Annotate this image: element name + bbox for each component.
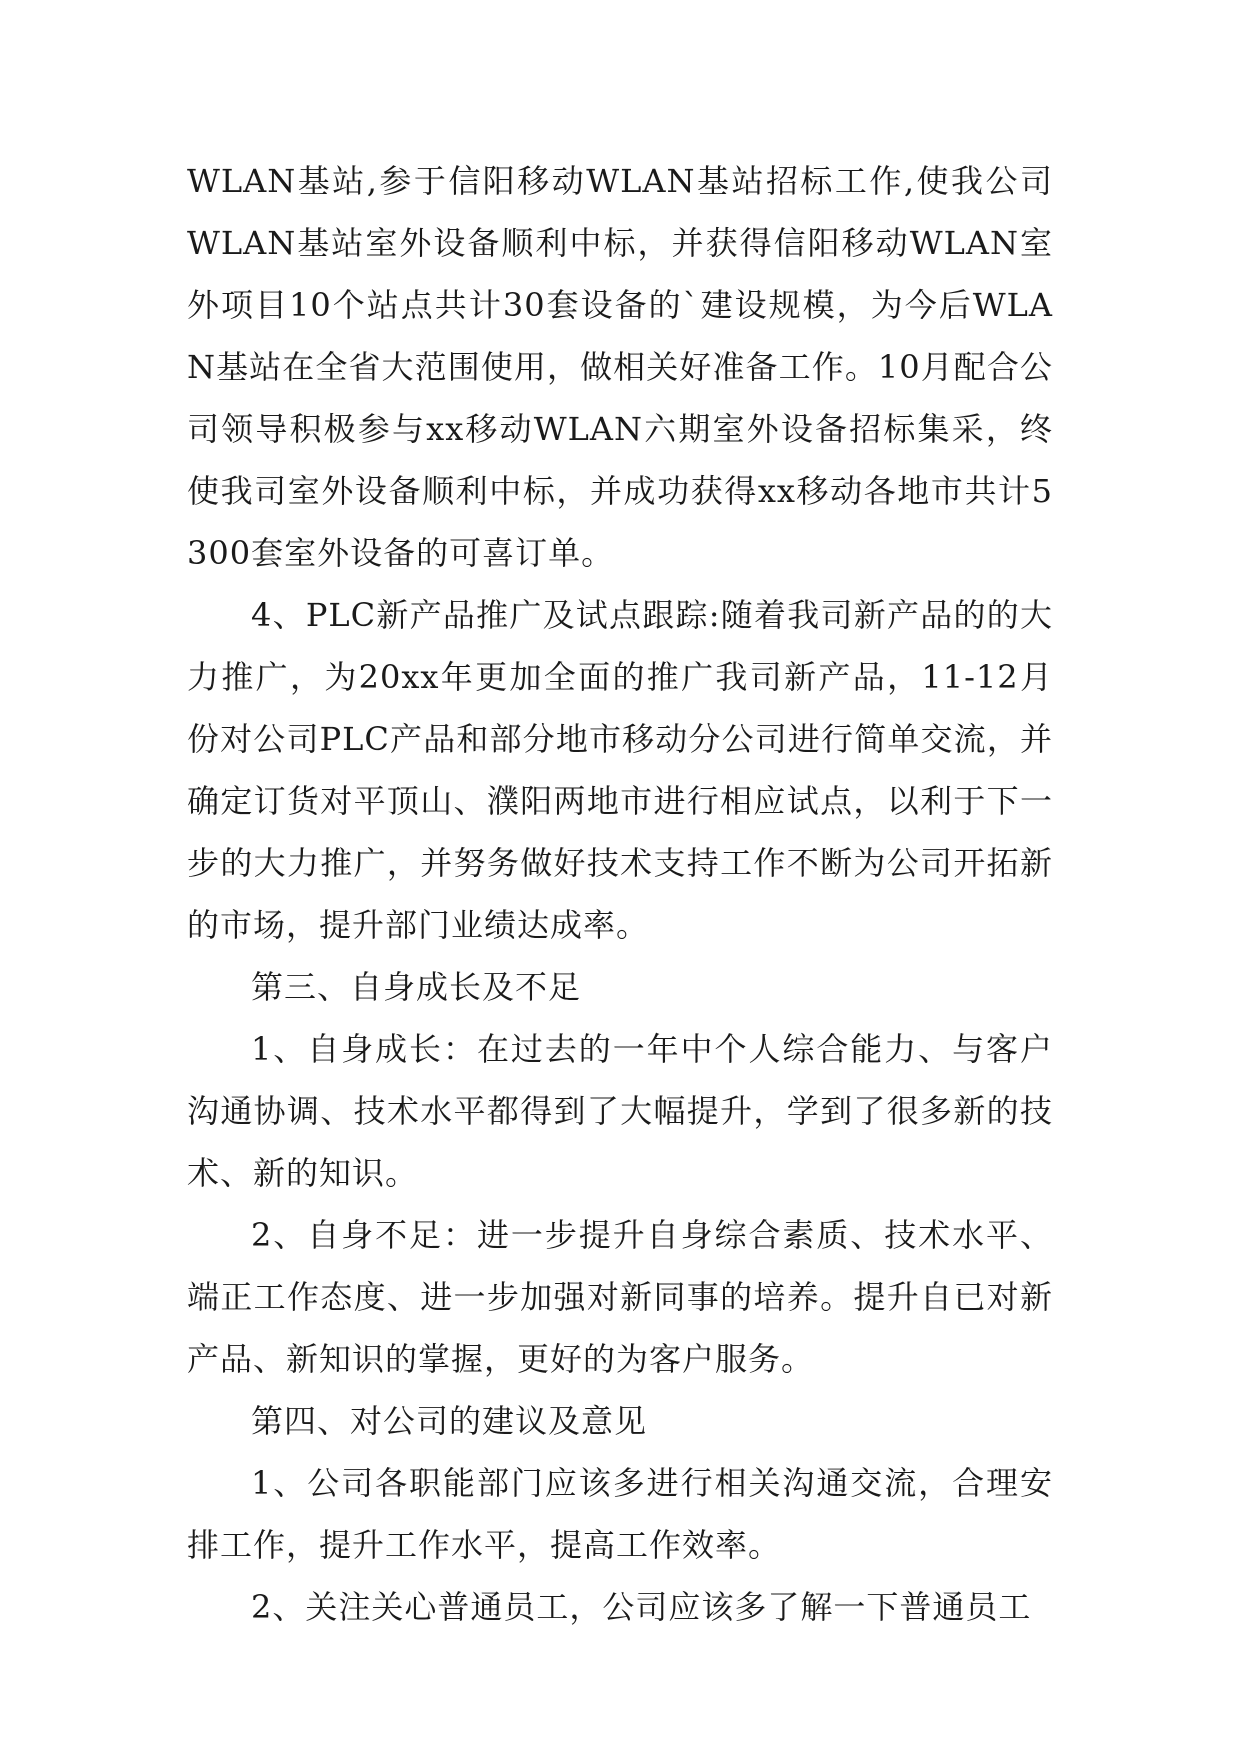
paragraph-plc-promotion: 4、PLC新产品推广及试点跟踪:随着我司新产品的的大力推广，为20xx年更加全面的推广我司新产品，11-12月份对公司PLC产品和部分地市移动分公司进行简单交流，并确定订货对平顶山、濮阳两地市进行相应试点，以利于下一步的大力推广，并努务做好技术支持工作不断为公司开拓新的市场，提升部门业绩达成率。 <box>187 596 1053 944</box>
paragraph-suggestion-2: 2、关注关心普通员工，公司应该多了解一下普通员工 <box>251 1588 1032 1626</box>
section-heading-growth: 第三、自身成长及不足 <box>251 968 582 1006</box>
section-heading-suggestions: 第四、对公司的建议及意见 <box>251 1402 648 1440</box>
document-body <box>187 150 1053 1638</box>
paragraph-shortcomings: 2、自身不足：进一步提升自身综合素质、技术水平、端正工作态度、进一步加强对新同事的培养。提升自已对新产品、新知识的掌握，更好的为客户服务。 <box>187 1216 1053 1378</box>
paragraph-wlan-bid: WLAN基站,参于信阳移动WLAN基站招标工作,使我公司WLAN基站室外设备顺利中标，并获得信阳移动WLAN室外项目10个站点共计30套设备的`建设规模，为今后WLAN基站在全省大范围使用，做相关好准备工作。10月配合公司领导积极参与xx移动WLAN六期室外设备招标集采，终使我司室外设备顺利中标，并成功获得xx移动各地市共计5300套室外设备的可喜订单。 <box>187 162 1053 572</box>
paragraph-self-growth: 1、自身成长：在过去的一年中个人综合能力、与客户沟通协调、技术水平都得到了大幅提升，学到了很多新的技术、新的知识。 <box>187 1030 1053 1192</box>
paragraph-suggestion-1: 1、公司各职能部门应该多进行相关沟通交流，合理安排工作，提升工作水平，提高工作效率。 <box>187 1464 1053 1564</box>
